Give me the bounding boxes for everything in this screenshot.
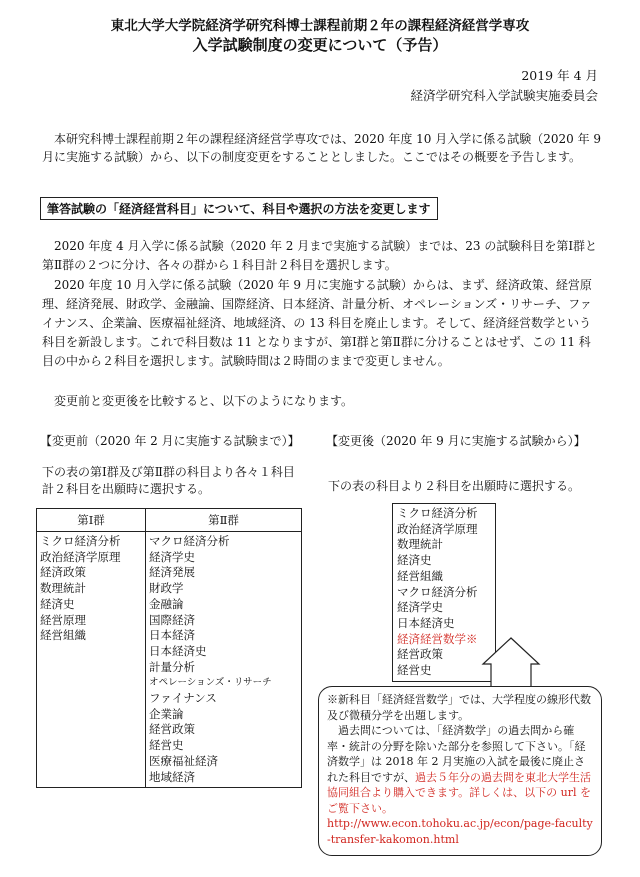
subject: 日本経済史: [397, 615, 455, 630]
subject: 数理統計: [397, 537, 443, 552]
subject: 日本経済: [149, 628, 195, 643]
after-description: 下の表の科目より２科目を出願時に選択する。: [328, 479, 581, 493]
note-line-2a: 過去問については、「経済数学」の過去問から確率・統計の分野を除いた部分を参照して下さい。「経済数学」は 2018 年 2 月実施の入試を最後に廃止された科目ですが、: [327, 724, 586, 784]
issuer: 経済学研究科入学試験実施委員会: [410, 88, 598, 103]
subject: 経済学史: [149, 549, 195, 564]
subject: 経営組織: [40, 628, 86, 643]
subject: 金融論: [149, 596, 184, 611]
before-label: 【変更前（2020 年 2 月に実施する試験まで）】: [40, 434, 300, 448]
subject: 財政学: [149, 581, 184, 596]
subject: 国際経済: [149, 612, 195, 627]
subject: オペレーションズ・リサーチ: [149, 677, 272, 689]
new-subject: 経済経営数学※: [397, 631, 478, 646]
intro-paragraph: 本研究科博士課程前期２年の課程経済経営学専攻では、2020 年度 10 月入学に係る試験（2020 年 9 月に実施する試験）から、以下の制度変更をすることとしました。ここではその概要を予告します。: [42, 132, 602, 164]
date: 2019 年 4 月: [521, 68, 598, 83]
group-1-header: 第Ⅰ群: [37, 509, 146, 532]
subject: 経営組織: [397, 568, 443, 583]
subject: 政治経済学原理: [40, 549, 121, 564]
note-paragraph: [327, 723, 593, 816]
group-1-cell: [37, 532, 146, 788]
before-description: 下の表の第Ⅰ群及び第Ⅱ群の科目より各々１科目計２科目を出願時に選択する。: [42, 465, 295, 496]
title-line-2: 入学試験制度の変更について（予告）: [192, 36, 448, 54]
subject: ミクロ経済分析: [397, 506, 478, 520]
subject: 経済政策: [40, 565, 86, 580]
subject: 日本経済史: [149, 643, 207, 658]
subject: 経営史: [149, 738, 184, 753]
subject: マクロ経済分析: [149, 534, 230, 548]
group-2-cell: [146, 532, 302, 788]
subject: 企業論: [149, 706, 184, 721]
subject: ミクロ経済分析: [40, 534, 121, 548]
subject: 医療福祉経済: [149, 753, 218, 768]
paragraph-2: 2020 年度 10 月入学に係る試験（2020 年 9 月に実施する試験）からは、まず、経済政策、経営原理、経済発展、財政学、金融論、国際経済、日本経済、計量分析、オペレーションズ・リサーチ、ファイナンス、企業論、医療福祉経済、地域経済、の 13 科目を廃止します。そして、経済経営数学という科目を新設します。これで科目数は 11 となりますが、第Ⅰ群と第Ⅱ群に分けることはせず、この 11 科目の中から２科目を選択します。試験時間は２時間のままで変更しません。: [42, 278, 592, 368]
subject: 経営政策: [397, 647, 443, 662]
subject: 経済史: [40, 596, 75, 611]
section-heading: 筆答試験の「経済経営科目」について、科目や選択の方法を変更します: [40, 197, 438, 220]
subject: 経営原理: [40, 612, 86, 627]
subject: 計量分析: [149, 659, 195, 674]
subject: ファイナンス: [149, 691, 217, 706]
note-line-1: ※新科目「経済経営数学」では、大学程度の線形代数及び微積分学を出題します。: [327, 693, 591, 722]
note-box: [318, 686, 602, 856]
note-line-2b: 過去５年分の過去問を東北大学生活協同組合より購入できます。詳しくは、以下の url をご覧下さい。: [327, 770, 591, 815]
subject: 経済学史: [397, 600, 443, 615]
after-label: 【変更後（2020 年 9 月に実施する試験から）】: [326, 434, 586, 448]
subject: マクロ経済分析: [397, 584, 478, 599]
note-url-link[interactable]: http://www.econ.tohoku.ac.jp/econ/page-faculty-transfer-kakomon.html: [327, 817, 593, 846]
subject: 地域経済: [149, 769, 195, 784]
group-2-header: 第Ⅱ群: [146, 509, 302, 532]
subject: 経営史: [397, 663, 432, 678]
subject: 経済発展: [149, 565, 195, 580]
paragraph-1: 2020 年度 4 月入学に係る試験（2020 年 2 月まで実施する試験）までは、23 の試験科目を第Ⅰ群と第Ⅱ群の２つに分け、各々の群から１科目計２科目を選択します。: [42, 239, 598, 272]
subject: 経済史: [397, 553, 432, 568]
paragraph-3: 変更前と変更後を比較すると、以下のようになります。: [54, 394, 354, 408]
before-subject-table: [36, 508, 302, 788]
subject: 数理統計: [40, 581, 86, 596]
title-line-1: 東北大学大学院経済学研究科博士課程前期２年の課程経済経営学専攻: [110, 18, 530, 34]
after-subject-box: [392, 503, 496, 682]
subject: 経営政策: [149, 722, 195, 737]
subject: 政治経済学原理: [397, 521, 478, 536]
